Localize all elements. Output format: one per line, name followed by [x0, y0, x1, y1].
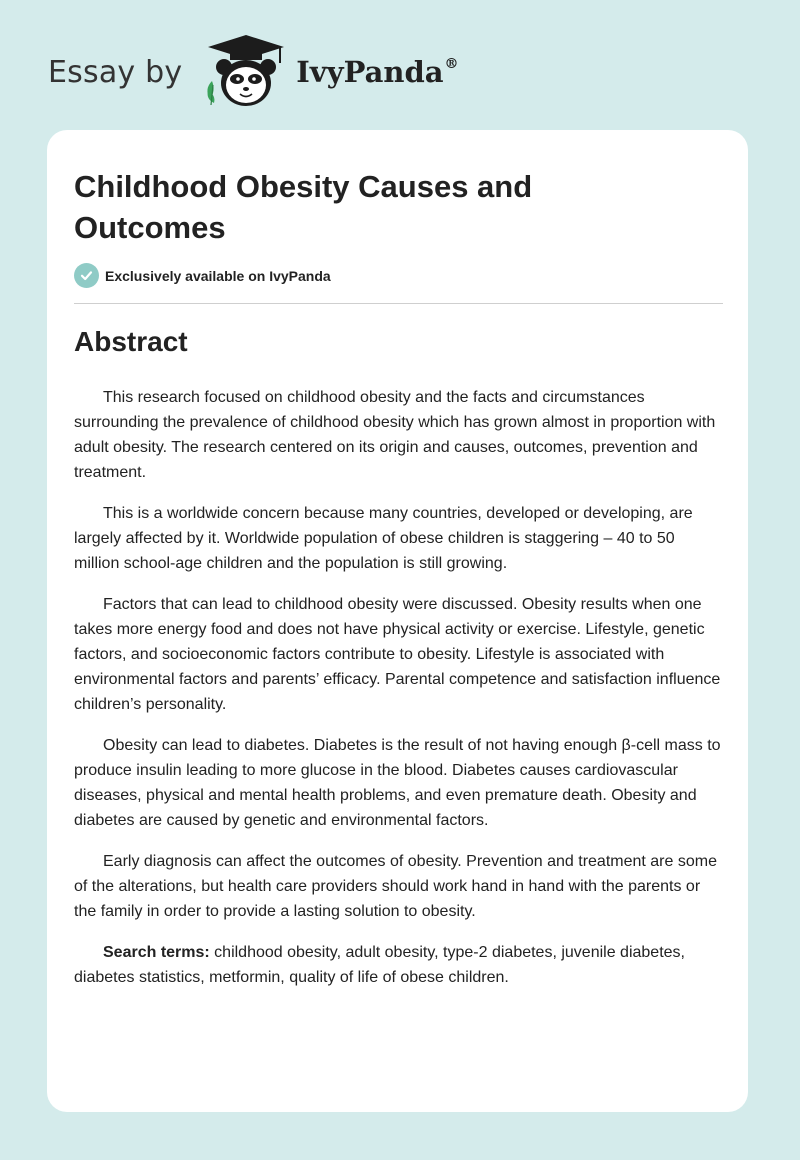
- site-header: [48, 32, 459, 112]
- essay-body: [74, 385, 724, 1006]
- panda-graduation-cap-icon: [200, 33, 290, 111]
- page-title: Childhood Obesity Causes and Outcomes: [74, 169, 533, 245]
- essay-card: [47, 130, 748, 1112]
- exclusive-label: Exclusively available on IvyPanda: [105, 267, 331, 284]
- essay-by-label: Essay by: [48, 54, 183, 90]
- brand-name[interactable]: IvyPanda®: [296, 55, 459, 89]
- divider: [74, 303, 723, 304]
- search-terms-label: Search terms:: [103, 944, 210, 961]
- paragraph: Factors that can lead to childhood obesity were discussed. Obesity results when one takes more energy food and does not have physical activity or exercise. Lifestyle, genetic factors, and socioeconomic factors contribute to obesity. Lifestyle is associated with environmental factors and parents’ efficacy. Parental competence and satisfaction influence children’s personality.: [74, 596, 721, 713]
- search-terms-text: childhood obesity, adult obesity, type-2 diabetes, juvenile diabetes, diabetes statistics, metformin, quality of life of obese children.: [74, 944, 685, 986]
- check-circle-icon: [74, 263, 99, 288]
- paragraph: This research focused on childhood obesity and the facts and circumstances surrounding the prevalence of childhood obesity which has grown almost in proportion with adult obesity. The research centered on its origin and causes, outcomes, prevention and treatment.: [74, 389, 716, 481]
- section-title: Abstract: [74, 326, 188, 357]
- exclusive-badge: [74, 263, 331, 288]
- paragraph: Early diagnosis can affect the outcomes of obesity. Prevention and treatment are some of the alterations, but health care providers should work hand in hand with the parents or the family in order to provide a lasting solution to obesity.: [74, 853, 717, 920]
- search-terms: [74, 940, 724, 990]
- paragraph: This is a worldwide concern because many countries, developed or developing, are largely affected by it. Worldwide population of obese children is staggering – 40 to 50 million school-age children and the population is still growing.: [74, 505, 693, 572]
- paragraph: Obesity can lead to diabetes. Diabetes is the result of not having enough β-cell mass to produce insulin leading to more glucose in the blood. Diabetes causes cardiovascular diseases, physical and mental health problems, and even premature death. Obesity and diabetes are caused by genetic and environmental factors.: [74, 737, 721, 829]
